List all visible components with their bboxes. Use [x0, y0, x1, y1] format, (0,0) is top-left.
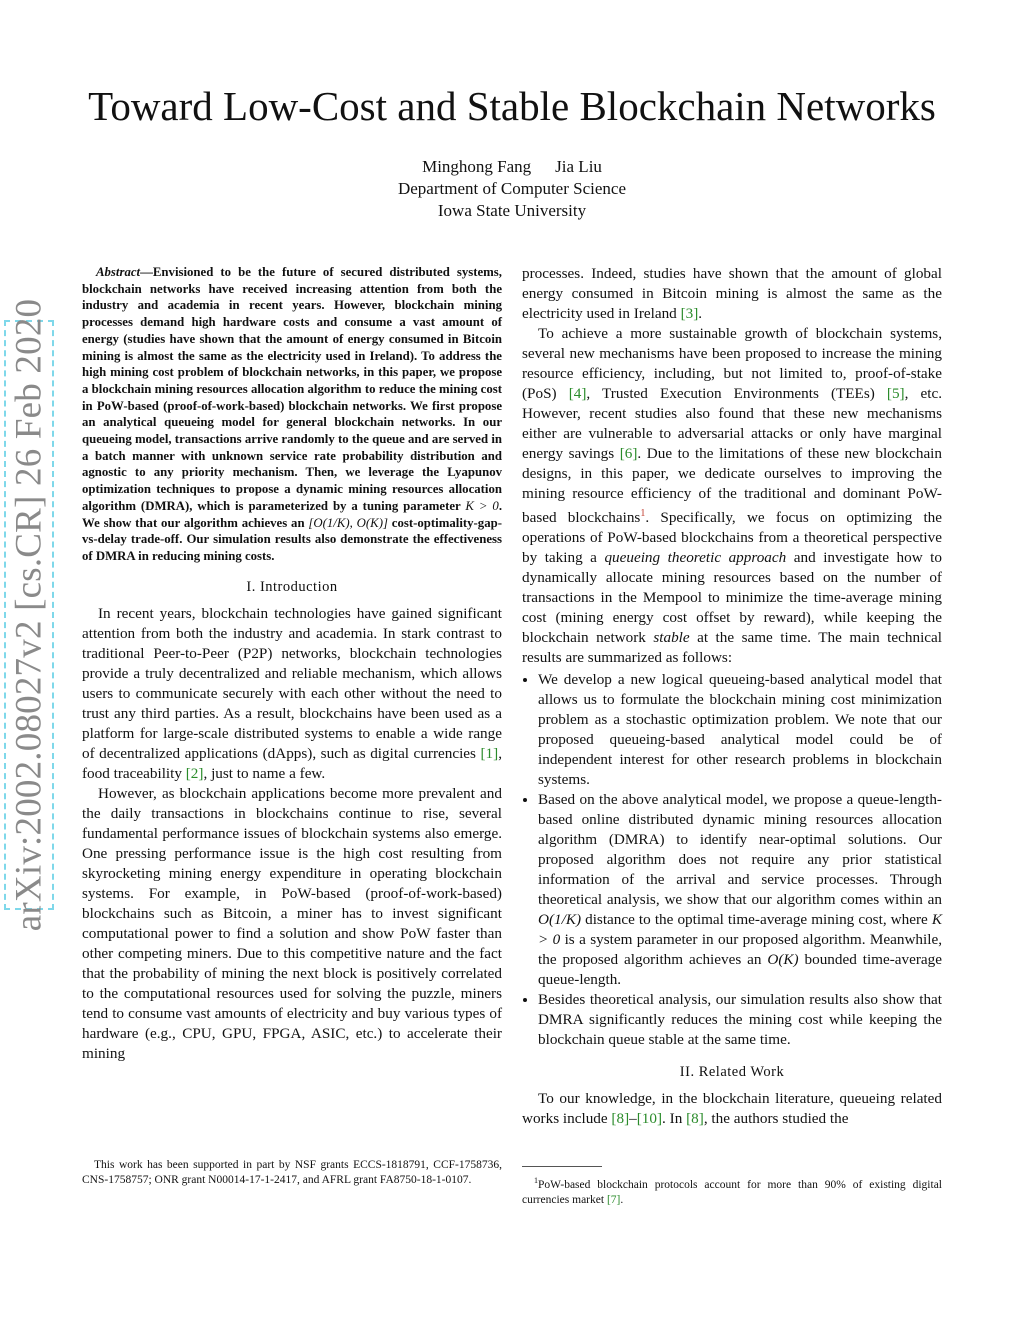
citation-link[interactable]: [7]	[606, 1193, 621, 1206]
abstract: Abstract—Envisioned to be the future of secured distributed systems, blockchain networks have received increasing attention from both the industry and academia in recent years. However, blockchain mining processes demand high hardware costs and consume a vast amount of energy (studies have shown that the amount of energy consumed in Bitcoin mining is almost the same as the electricity used in Ireland). To address the high mining cost problem of blockchain networks, in this paper, we propose a blockchain mining resources allocation algorithm to reduce the mining cost in PoW-based (proof-of-work-based) blockchain networks. We first propose an analytical queueing model for general blockchain networks. In our queueing model, transactions arrive randomly to the queue and are served in a batch manner with unknown service rate probability distribution and agnostic to any priority mechanism. Then, we leverage the Lyapunov optimization techniques to propose a dynamic mining resources allocation algorithm (DMRA), which is parameterized by a tuning parameter K > 0. We show that our algorithm achieves an [O(1/K), O(K)] cost-optimality-gap-vs-delay trade-off. Our simulation results also demonstrate the effectiveness of DMRA in reducing mining costs.	[82, 265, 503, 563]
footnote-divider	[522, 1166, 602, 1167]
citation-link[interactable]: [6]	[619, 445, 638, 462]
citation-link[interactable]: [3]	[680, 305, 699, 322]
citation-link[interactable]: [10]	[636, 1110, 663, 1128]
intro-paragraph-1: In recent years, blockchain technologies have gained significant attention from both the industry and academia. In stark contrast to traditional Peer-to-Peer (P2P) networks, blockchain technologies provide a truly decentralized and reliable mechanism, which allows users to communicate securely with each other without the need to trust any third parties. As a result, blockchains have been used as a platform for large-scale distributed systems to enable a wide range of decentralized applications (dApps), such as digital currencies [1], food traceability [2], just to name a few.	[82, 604, 502, 782]
citation-link[interactable]: [1]	[480, 744, 499, 762]
intro-paragraph-2-continued: processes. Indeed, studies have shown that the amount of global energy consumed in Bitcoin mining is almost the same as the electricity used in Ireland [3].	[522, 265, 942, 322]
citation-link[interactable]: [8]	[611, 1110, 630, 1128]
footnote-1: $^1$PoW-based blockchain protocols account for more than 90% of existing digital currencies market [7].	[522, 1176, 942, 1206]
author-name: Minghong Fang	[422, 157, 532, 176]
related-paragraph-1: To our knowledge, in the blockchain literature, queueing related works include [8]–[10]. In [8], the authors studied the	[522, 1090, 942, 1128]
intro-paragraph-3: To achieve a more sustainable growth of blockchain systems, several new mechanisms have been proposed to increase the mining resource efficiency, including, but not limited to, proof-of-stake (PoS) [4], Trusted Execution Environments (TEEs) [5], etc. However, recent studies also found that these new mechanisms either are vulnerable to adversarial attacks or only have marginal energy savings [6]. Due to the limitations of these new blockchain designs, in this paper, we dedicate ourselves to improving the mining resource efficiency of the traditional and dominant PoW-based blockchains$^1$. Specifically, we focus on optimizing the operations of PoW-based blockchains from a theoretical perspective by taking a queueing theoretic approach and investigate how to dynamically allocate mining resources based on the number of transactions in the Mempool to minimize the time-average mining cost (mining energy cost offset by reward), while keeping the blockchain network stable at the same time. The main technical results are summarized as follows:	[522, 325, 943, 667]
contributions-list	[522, 670, 942, 1050]
section-heading-related-work: II. Related Work	[679, 1064, 785, 1081]
author-name: Jia Liu	[555, 157, 602, 176]
list-item: • Based on the above analytical model, we propose a queue-length-based online distributed dynamic mining resources allocation algorithm (DMRA) to identify near-optimal solutions. Our proposed algorithm does not require any prior statistical information of the arrival and service processes. Through theoretical analysis, we show that our algorithm comes within an O(1/K) distance to the optimal time-average mining cost, where K > 0 is a system parameter in our proposed algorithm. Meanwhile, the proposed algorithm achieves an O(K) bounded time-average queue-length.	[538, 790, 942, 990]
list-item: • Besides theoretical analysis, our simulation results also show that DMRA significantly reduces the mining cost while keeping the blockchain queue stable at the same time.	[538, 990, 942, 1050]
emphasis-text: queueing theoretic approach	[604, 549, 787, 567]
arxiv-identifier: arXiv:2002.08027v2 [cs.CR] 26 Feb 2020	[8, 298, 50, 932]
section-heading-introduction: I. Introduction	[246, 578, 338, 595]
author-department: Department of Computer Science	[397, 179, 626, 198]
math-tradeoff: [O(1/K), O(K)]	[308, 515, 388, 530]
left-column	[82, 264, 502, 1064]
arxiv-identifier-stamp	[4, 298, 54, 932]
grant-footnote: This work has been supported in part by NSF grants ECCS-1818791, CCF-1758736, CNS-1758757; ONR grant N00014-17-1-2417, and AFRL grant FA8750-18-1-0107.	[82, 1159, 502, 1186]
citation-link[interactable]: [4]	[568, 385, 587, 402]
emphasis-text: stable	[653, 629, 690, 647]
paper-title: Toward Low-Cost and Stable Blockchain Networks	[88, 83, 936, 129]
intro-paragraph-2: However, as blockchain applications become more prevalent and the daily transactions in blockchains continue to rise, several fundamental performance issues of blockchain systems also emerge. One pressing performance issue is the high cost resulting from skyrocketing mining energy expenditure in operating blockchain systems. For example, in PoW-based (proof-of-work-based) blockchains such as Bitcoin, a miner has to invest significant computational power to find a solution and show PoW faster than other competing miners. Due to this competitive nature and the fact that the probability of mining the next block is positively correlated to the computational resources used for solving the puzzle, miners tend to consume vast amounts of electricity and buy various types of hardware (e.g., CPU, GPU, FPGA, ASIC, etc.) to accelerate their mining	[82, 784, 502, 1062]
author-block	[0, 156, 1024, 222]
abstract-label: Abstract	[96, 265, 141, 279]
right-column	[522, 264, 942, 1129]
footnote-number: 1	[534, 1176, 538, 1185]
citation-link[interactable]: [5]	[886, 385, 905, 402]
math-inline: K > 0	[538, 911, 942, 949]
math-inline: O(1/K)	[538, 911, 582, 929]
author-university: Iowa State University	[437, 201, 587, 220]
math-inline: O(K)	[767, 951, 799, 969]
author-names	[0, 156, 1024, 178]
footnote-marker[interactable]: 1	[640, 508, 646, 519]
citation-link[interactable]: [2]	[185, 764, 204, 782]
citation-link[interactable]: [8]	[686, 1110, 704, 1128]
math-k: K > 0	[465, 498, 499, 513]
list-item: • We develop a new logical queueing-based analytical model that allows us to formulate the blockchain mining cost minimization problem as a stochastic optimization problem. We note that our proposed queueing-based analytical model could be of independent interest for other research problems in blockchain systems.	[538, 670, 942, 790]
